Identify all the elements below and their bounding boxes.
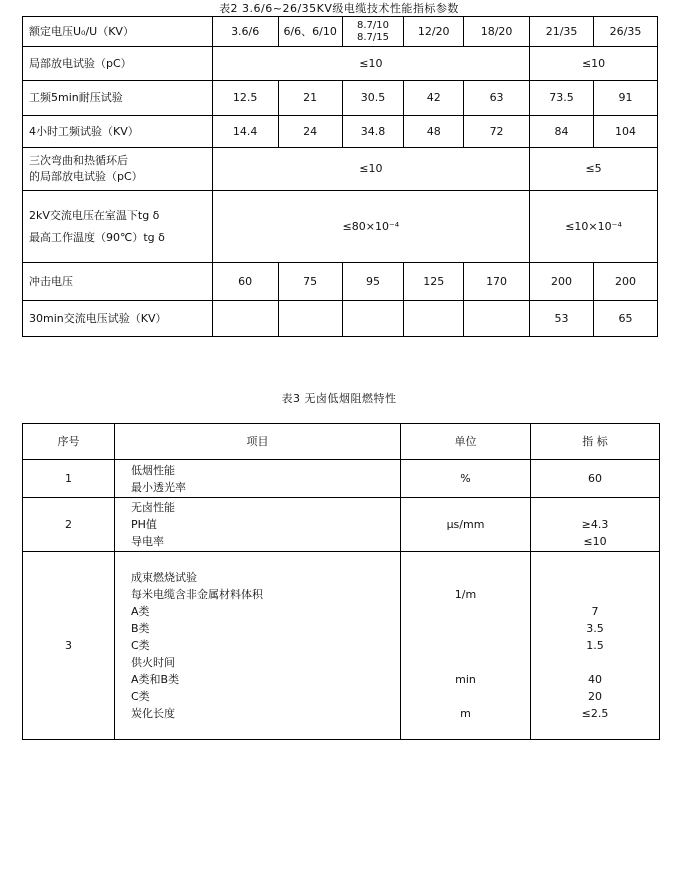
cell-value: 84 [530,116,594,148]
table3-halogen-free-properties [22,423,660,740]
cell-value: 200 [530,263,594,301]
table-row [23,191,658,263]
cell-value: 104 [594,116,658,148]
col-header: 18/20 [464,17,530,47]
value-line [531,569,659,586]
unit-cell: μs/mm [401,498,531,552]
unit-line: 1/m [454,588,477,601]
cell-value [464,301,530,337]
table-row [23,116,658,148]
item-line: A类和B类 [131,673,180,686]
table-row [23,148,658,191]
cell-value: ≤80×10⁻⁴ [212,191,529,263]
row-label-line: 2kV交流电压在室温下tg δ [29,208,160,222]
row-label [23,148,213,191]
table-row [23,263,658,301]
table2-caption: 表2 3.6/6~26/35KV级电缆技术性能指标参数 [219,2,459,15]
col-header-line: 8.7/15 [357,31,389,43]
item-cell [115,498,401,552]
col-header: 21/35 [530,17,594,47]
table3-header-row [23,424,660,460]
item-line: 无卤性能 [131,501,175,514]
col-header-line: 8.7/10 [357,19,389,31]
value-line [531,654,659,671]
unit-line: min [455,673,476,686]
row-label: 冲击电压 [23,263,213,301]
table2-cable-parameters [22,16,658,337]
value-line: 40 [588,673,602,686]
table-row [23,498,660,552]
cell-value [404,301,464,337]
row-label: 4小时工频试验（KV） [23,116,213,148]
value-line: ≥4.3 [581,518,609,531]
cell-value: 60 [212,263,278,301]
value-line: 20 [588,690,602,703]
cell-value: 42 [404,81,464,116]
row-label: 30min交流电压试验（KV） [23,301,213,337]
cell-value: 34.8 [342,116,404,148]
table-row [23,552,660,740]
col-header: 项目 [115,424,401,460]
unit-line: m [460,707,471,720]
cell-value [212,301,278,337]
cell-value [342,301,404,337]
row-label-line: 的局部放电试验（pC） [29,170,143,183]
cell-value: 30.5 [342,81,404,116]
col-header: 单位 [401,424,531,460]
cell-value: 72 [464,116,530,148]
item-line: 最小透光率 [131,480,186,494]
item-line: 成束燃烧试验 [131,571,197,584]
table-row [23,47,658,81]
unit-cell [401,552,531,740]
cell-value: ≤10×10⁻⁴ [530,191,658,263]
item-line: 炭化长度 [131,707,175,720]
unit-cell: % [401,460,531,498]
cell-value: 95 [342,263,404,301]
cell-value: 14.4 [212,116,278,148]
cell-value: 65 [594,301,658,337]
col-header: 12/20 [404,17,464,47]
row-label [23,191,213,263]
table-row [23,301,658,337]
cell-value: ≤10 [212,148,529,191]
row-number: 3 [23,552,115,740]
item-cell [115,460,401,498]
cell-value: 75 [278,263,342,301]
cell-value: 170 [464,263,530,301]
cell-value: ≤5 [530,148,658,191]
col-header: 6/6、6/10 [278,17,342,47]
table3-caption: 表3 无卤低烟阻燃特性 [281,392,397,405]
unit-line [401,620,530,637]
table-row [23,81,658,116]
row-number: 2 [23,498,115,552]
unit-line [401,603,530,620]
cell-value: 12.5 [212,81,278,116]
cell-value: 125 [404,263,464,301]
col-header: 26/35 [594,17,658,47]
item-line: C类 [131,639,150,652]
col-header [342,17,404,47]
item-line: B类 [131,622,150,635]
item-line: 导电率 [131,535,164,548]
table2-header-row [23,17,658,47]
unit-line [401,688,530,705]
unit-line [401,637,530,654]
cell-value: 48 [404,116,464,148]
item-line: C类 [131,690,150,703]
cell-value: 73.5 [530,81,594,116]
value-line: 7 [591,605,599,618]
cell-value: ≤10 [530,47,658,81]
cell-value: 200 [594,263,658,301]
value-line: 3.5 [586,622,604,635]
row-label: 工频5min耐压试验 [23,81,213,116]
cell-value: ≤10 [212,47,529,81]
value-line: ≤10 [583,535,607,548]
item-line: PH值 [131,518,157,531]
value-cell [531,552,660,740]
cell-value: 53 [530,301,594,337]
cell-value: 21 [278,81,342,116]
cell-value [278,301,342,337]
rated-voltage-label: 额定电压U₀/U（KV） [23,17,213,47]
value-line: ≤2.5 [581,707,609,720]
table-row [23,460,660,498]
item-line: 每米电缆含非金属材料体积 [131,588,263,601]
item-line: 低烟性能 [131,463,175,477]
row-label-line: 三次弯曲和热循环后 [29,154,128,167]
item-line: A类 [131,605,150,618]
cell-value: 24 [278,116,342,148]
row-number: 1 [23,460,115,498]
item-line: 供火时间 [131,656,175,669]
value-line: 1.5 [586,639,604,652]
cell-value: 91 [594,81,658,116]
value-cell: 60 [531,460,660,498]
row-label: 局部放电试验（pC） [23,47,213,81]
cell-value: 63 [464,81,530,116]
col-header: 指 标 [531,424,660,460]
value-cell [531,498,660,552]
col-header: 3.6/6 [212,17,278,47]
value-line [531,499,659,516]
row-label-line: 最高工作温度（90℃）tg δ [29,230,165,244]
unit-line [401,569,530,586]
value-line [531,586,659,603]
item-cell [115,552,401,740]
unit-line [401,654,530,671]
col-header: 序号 [23,424,115,460]
